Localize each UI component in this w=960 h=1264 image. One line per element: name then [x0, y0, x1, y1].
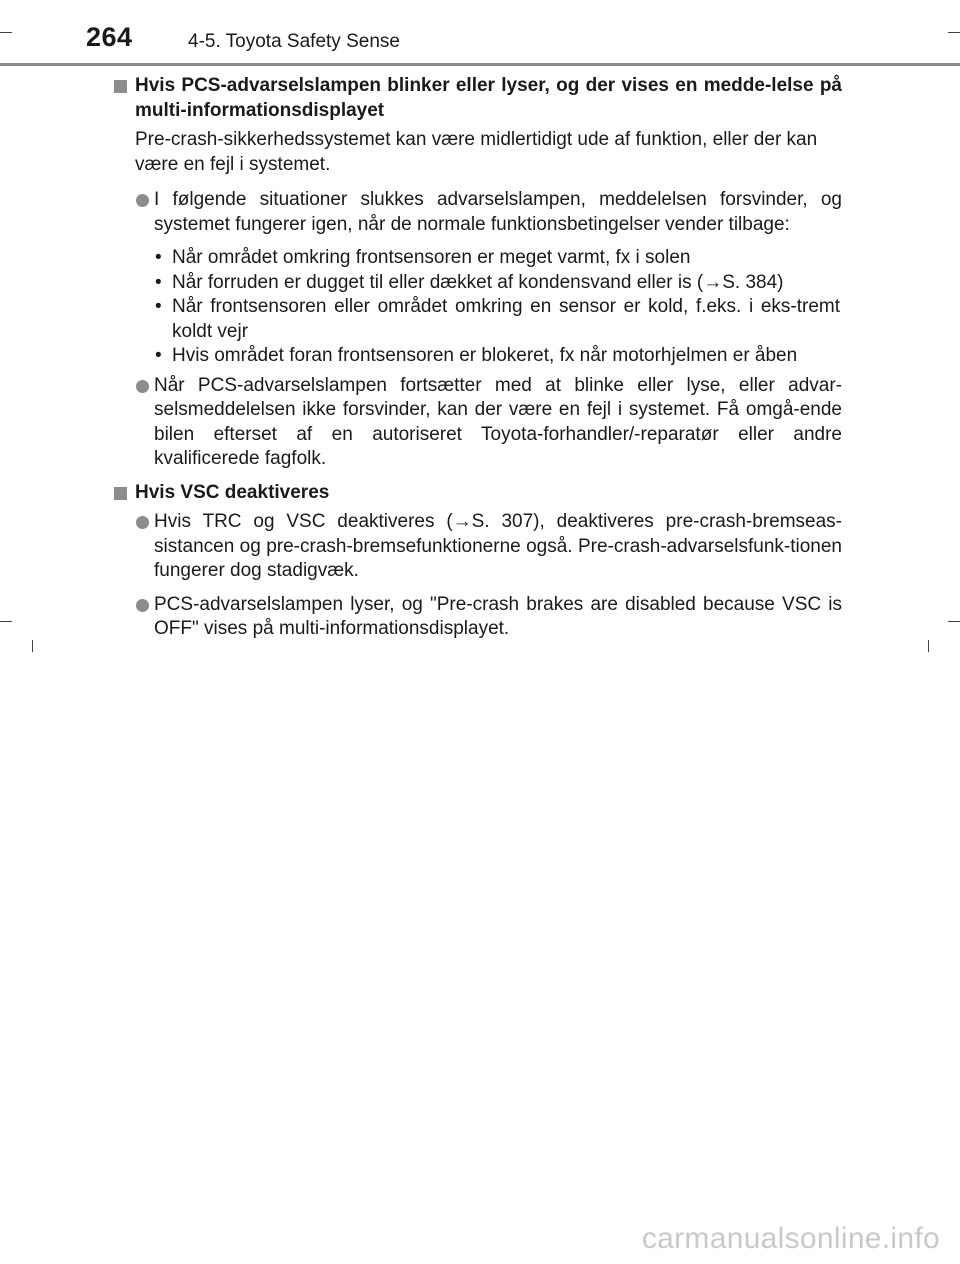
- section-heading-text: Hvis VSC deaktiveres: [135, 481, 330, 503]
- dot-marker-icon: •: [155, 345, 162, 366]
- dot-marker-icon: •: [155, 271, 162, 293]
- section-intro: Pre-crash-sikkerhedssystemet kan være midlertidigt ude af funktion, eller der kan være en fejl i systemet.: [135, 129, 818, 175]
- sub-list-item-text: Når området omkring frontsensoren er meget varmt, fx i solen: [172, 247, 691, 268]
- circle-bullet-item: [114, 188, 842, 237]
- sub-list-item: [114, 271, 842, 296]
- section-heading: [114, 481, 842, 506]
- page-content: [114, 74, 842, 651]
- sub-list-item-text: Når frontsensoren eller området omkring en sensor er kold, f.eks. i eks-tremt koldt vejr: [172, 296, 840, 342]
- crop-mark: [948, 621, 960, 622]
- bullet-text: PCS-advarselslampen lyser, og "Pre-crash brakes are disabled because VSC is OFF" vises på multi-informationsdisplayet.: [154, 593, 842, 639]
- sub-list-item: [114, 344, 842, 369]
- dot-marker-icon: •: [155, 296, 162, 317]
- section-heading: [114, 74, 842, 123]
- section-heading-text: Hvis PCS-advarselslampen blinker eller lyser, og der vises en medde-lelse på multi-informationsdisplayet: [135, 75, 842, 121]
- sub-list-item: [114, 295, 842, 344]
- crop-mark: [32, 640, 33, 652]
- square-bullet-icon: [114, 80, 127, 93]
- bullet-text: Hvis TRC og VSC deaktiveres (→S. 307), deaktiveres pre-crash-bremseas-sistancen og pre-crash-bremsefunktionerne også. Pre-crash-advarselsfunk-tionen fungerer dog stadigvæk.: [154, 511, 842, 581]
- section-title: 4-5. Toyota Safety Sense: [188, 31, 400, 52]
- sub-list: [114, 246, 842, 369]
- page-header: [0, 0, 960, 66]
- circle-bullet-item: [114, 374, 842, 472]
- page-number: 264: [86, 22, 133, 52]
- watermark: carmanualsonline.info: [641, 1222, 940, 1255]
- crop-mark: [928, 640, 929, 652]
- circle-bullet-icon: [136, 599, 149, 612]
- circle-bullet-icon: [136, 516, 149, 529]
- circle-bullet-icon: [136, 380, 149, 393]
- crop-mark: [0, 621, 12, 622]
- circle-bullet-item: [114, 593, 842, 642]
- header-rule: [0, 63, 960, 66]
- sub-list-item-text: Når forruden er dugget til eller dækket af kondensvand eller is (→S. 384): [172, 271, 784, 293]
- bullet-text: Når PCS-advarselslampen fortsætter med at blinke eller lyse, eller advar-selsmeddelelsen ikke forsvinder, kan der være en fejl i systemet. Få omgå-ende bilen efterset af en autoriseret Toyota-forhandler/-reparatør eller andre kvalificerede fagfolk.: [154, 374, 842, 469]
- circle-bullet-item: [114, 510, 842, 584]
- sub-list-item-text: Hvis området foran frontsensoren er blokeret, fx når motorhjelmen er åben: [172, 345, 798, 366]
- circle-bullet-icon: [136, 194, 149, 207]
- square-bullet-icon: [114, 487, 127, 500]
- sub-list-item: [114, 246, 842, 271]
- dot-marker-icon: •: [155, 247, 162, 268]
- bullet-text: I følgende situationer slukkes advarselslampen, meddelelsen forsvinder, og systemet fungerer igen, når de normale funktionsbetingelser vender tilbage:: [154, 189, 842, 235]
